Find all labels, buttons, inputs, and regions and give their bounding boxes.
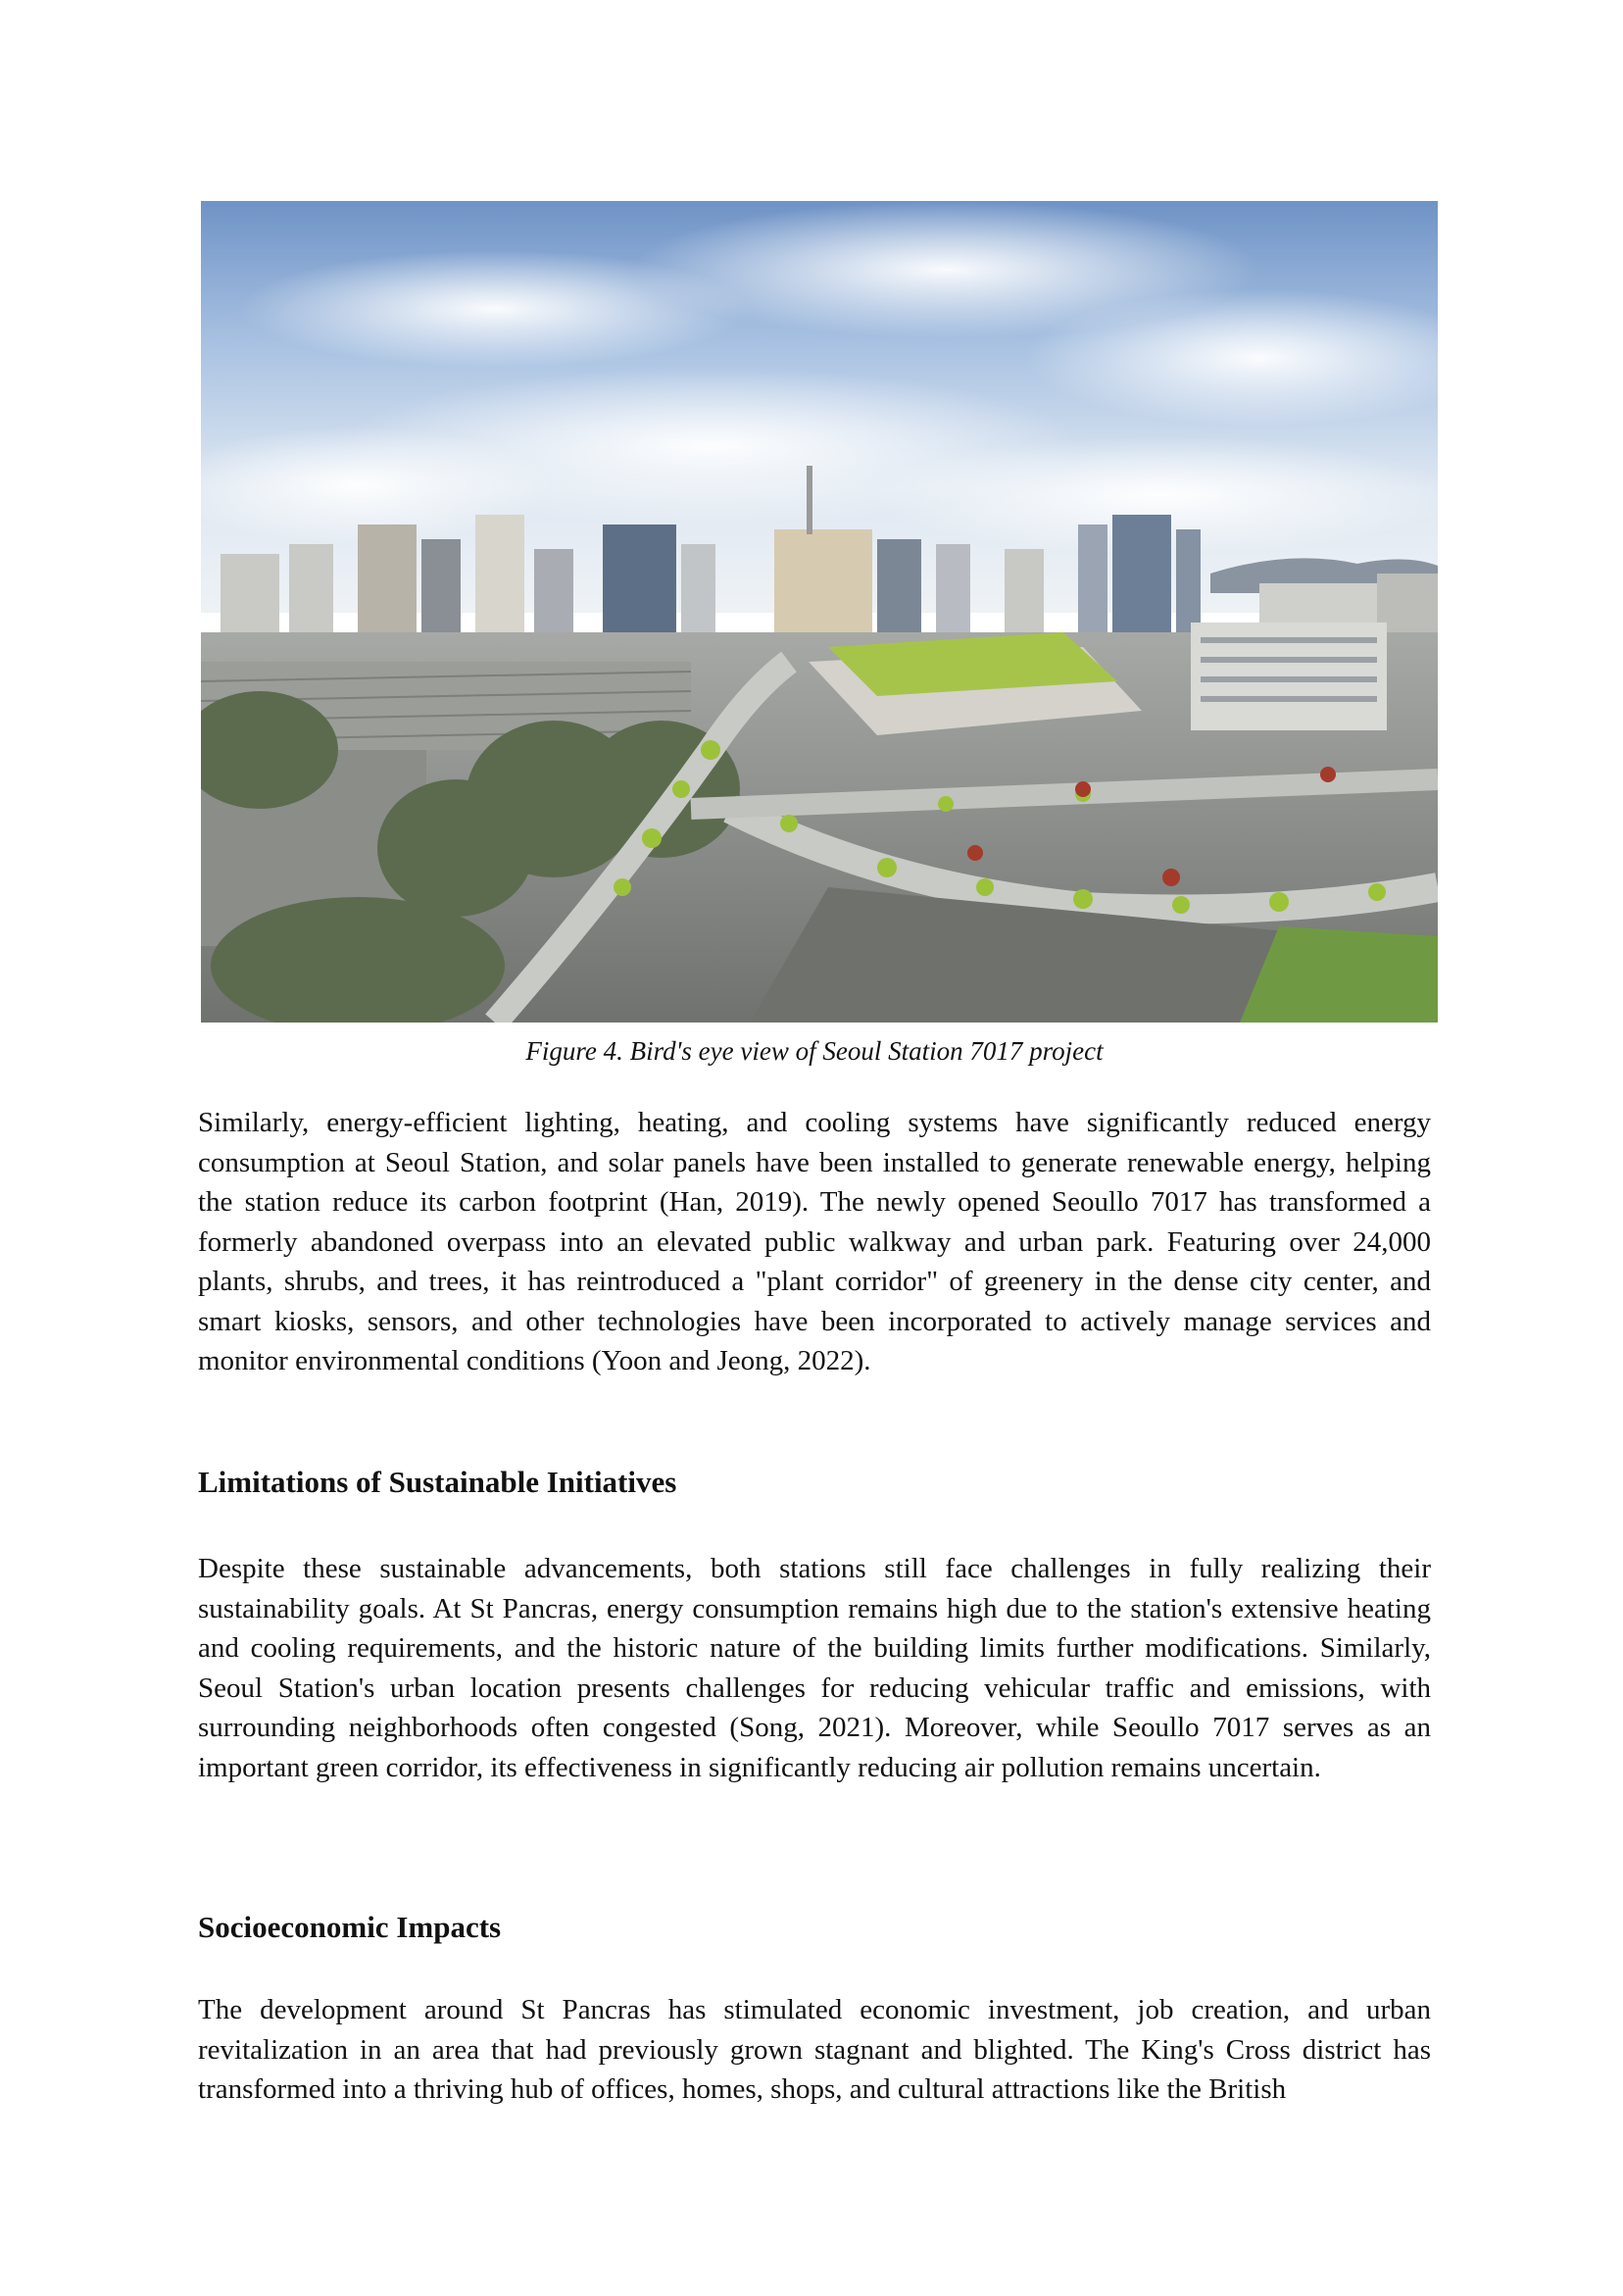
section-heading-socioeconomic: Socioeconomic Impacts — [198, 1910, 502, 1944]
paragraph-socioeconomic: The development around St Pancras has stimulated economic investment, job creation, and urban revitalization in an area that had previously grown stagnant and blighted. The King's Cross district has transformed into a thriving hub of offices, homes, shops, and cultural attractions like the British — [198, 1994, 1431, 2105]
figure-caption: Figure 4. Bird's eye view of Seoul Station 7017 project — [525, 1036, 1104, 1066]
section-heading-limitations: Limitations of Sustainable Initiatives — [198, 1465, 677, 1499]
paragraph-limitations: Despite these sustainable advancements, both stations still face challenges in fully realizing their sustainability goals. At St Pancras, energy consumption remains high due to the station's extensive heating and cooling requirements, and the historic nature of the building limits further modifications. Similarly, Seoul Station's urban location presents challenges for reducing vehicular traffic and emissions, with surrounding neighborhoods often congested (Song, 2021). Moreover, while Seoullo 7017 serves as an important green corridor, its effectiveness in significantly reducing air pollution remains uncertain. — [198, 1553, 1431, 1783]
figure-image — [201, 201, 1438, 1023]
paragraph-energy-efficiency: Similarly, energy-efficient lighting, heating, and cooling systems have significantly reduced energy consumption at Seoul Station, and solar panels have been installed to generate renewable energy, helping the station reduce its carbon footprint (Han, 2019). The newly opened Seoullo 7017 has transformed a formerly abandoned overpass into an elevated public walkway and urban park. Featuring over 24,000 plants, shrubs, and trees, it has reintroduced a "plant corridor" of greenery in the dense city center, and smart kiosks, sensors, and other technologies have been incorporated to actively manage services and monitor environmental conditions (Yoon and Jeong, 2022). — [198, 1107, 1431, 1376]
aerial-view-illustration — [201, 201, 1438, 1023]
